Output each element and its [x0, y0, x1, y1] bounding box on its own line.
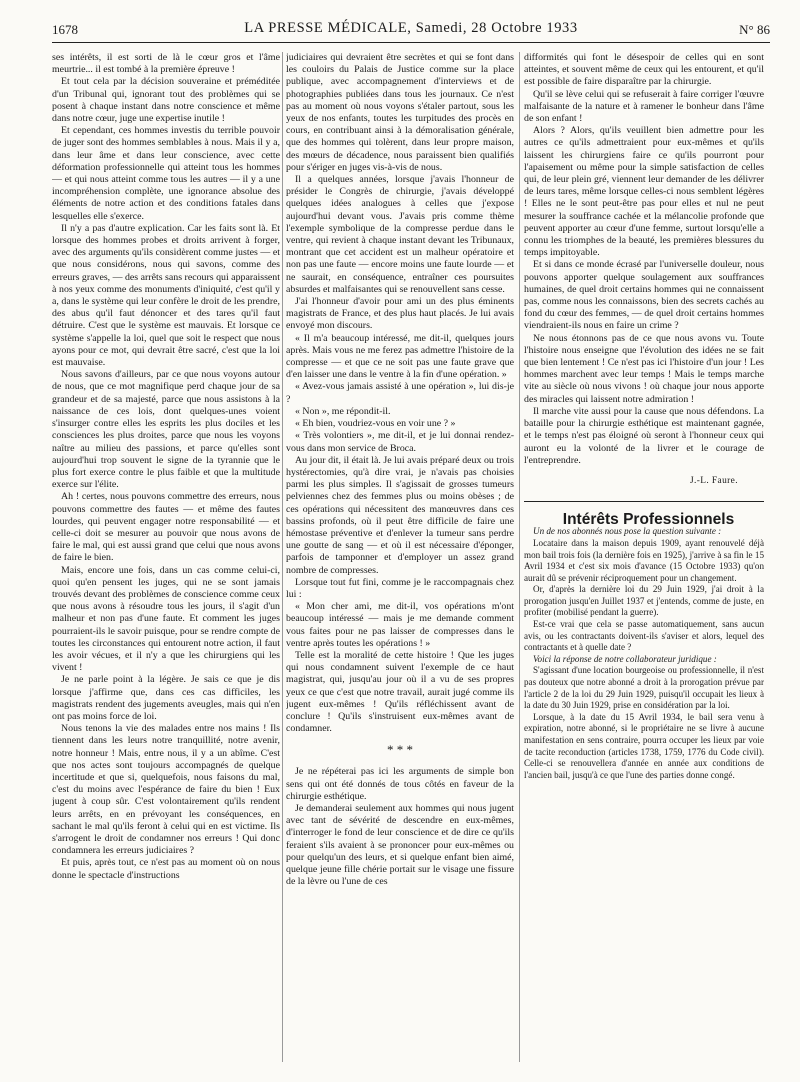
column-2	[286, 52, 514, 1074]
paragraph: Lorsque tout fut fini, comme je le raccompagnais chez lui :	[286, 576, 514, 600]
paragraph: « Mon cher ami, me dit-il, vos opérations m'ont beaucoup intéressé — mais je me demande comment vous faites pour ne pas laisser de compresses dans le ventre après toutes les opérations ! »	[286, 601, 514, 649]
page-number: 1678	[52, 22, 78, 37]
paragraph: Et tout cela par la décision souveraine et préméditée d'un Tribunal qui, ignorant tout des problèmes qui se posent à chaque instant dans notre conscience et même dans notre cœur, juge une expertise inutile !	[52, 76, 280, 125]
paragraph: Et cependant, ces hommes investis du terrible pouvoir de juger sont des hommes semblables à nous. Mais il y a, dans leur âme et dans leur conscience, avec cette déformation professionnelle qui atteint tous les hommes — et qui nous atteint comme tous les autres — il y a une incompréhension complète, une ignorance absolue des éléments de notre action et des conditions fatales dans lesquelles elle s'exerce.	[52, 125, 280, 222]
paragraph: Telle est la moralité de cette histoire ! Que les juges qui nous condamnent suivent l'exemple de ce haut magistrat, qui, jusqu'au jour où il a vu de ses propres yeux ce que c'est que notre travail, aurait jugé comme ils jugent eux-mêmes ! Qu'ils réfléchissent avant de conclure ! Qu'ils s'instruisent eux-mêmes avant de condamner.	[286, 649, 514, 735]
paragraph: « Il m'a beaucoup intéressé, me dit-il, quelques jours après. Mais vous ne me ferez pas admettre l'histoire de la compresse — et que ce ne soit pas une faute grave que d'en laisser une dans le ventre à la fin d'une opération. »	[286, 332, 514, 381]
paragraph: difformités qui font le désespoir de celles qui en sont atteintes, et souvent même de ceux qui les entourent, et qu'il est possible de faire disparaître par la chirurgie.	[524, 52, 764, 88]
section-divider	[524, 501, 764, 502]
paragraph: Il n'y a pas d'autre explication. Car les faits sont là. Et lorsque des hommes probes et droits arrivent à forger, avec des arguments qu'ils considèrent comme justes — et que nous considérons, nous qui savons, comme des erreurs graves, — des arrêts sans recours qui apparaissent à nos yeux comme des monuments d'iniquité, c'est qu'il y a, dans le système qui leur confère le droit de les prendre, des abus qu'il faut dénoncer et des tares qu'il faut détruire. C'est que le système est mauvais. Et lorsque ce système s'appelle la loi, quel que soit le respect que nous ayons pour ce mot, qui devrait être sacré, c'est que la loi est mauvaise.	[52, 222, 280, 369]
column-1	[52, 52, 280, 1074]
paragraph: « Avez-vous jamais assisté à une opération », lui dis-je ?	[286, 381, 514, 405]
column-3	[524, 52, 764, 1074]
section-title: Intérêts Professionnels	[562, 511, 735, 529]
paragraph: Je ne parle point à la légère. Je sais ce que je dis lorsque j'affirme que, dans ces cas difficiles, les magistrats rendent des jugements aveugles, mais qui n'en ont pas moins force de loi.	[52, 674, 280, 722]
paragraph: Je demanderai seulement aux hommes qui nous jugent avec tant de sévérité de descendre en eux-mêmes, d'interroger le fond de leur conscience et de dire ce qu'ils feraient s'ils avaient à se prononcer pour eux-mêmes ou pour quelqu'un des leurs, et si quelque enfant bien aimé, quelque jeune fille chérie portait sur le visage une fissure de la lèvre ou l'une de ces	[286, 802, 514, 888]
paragraph: S'agissant d'une location bourgeoise ou professionnelle, il n'est pas douteux que notre abonné a droit à la prorogation prévue par l'article 2 de la loi du 29 Juin 1929, puisqu'il occupait les lieux à la date du 30 Juin 1929, prise en considération par la loi.	[524, 665, 764, 711]
paragraph: J'ai l'honneur d'avoir pour ami un des plus éminents magistrats de France, et des plus haut placés. Je lui avais envoyé mon discours.	[286, 296, 514, 332]
paragraph: Est-ce vrai que cela se passe automatiquement, sans aucun avis, ou les contractants doivent-ils s'aviser et alors, lequel des contractants et à quelle date ?	[524, 619, 764, 653]
paragraph: Il marche vite aussi pour la cause que nous défendons. La bataille pour la chirurgie esthétique est maintenant gagnée, et le temps n'est pas éloigné où seront à l'honneur ceux qui auront eu la volonté de la livrer et le courage de l'entreprendre.	[524, 405, 764, 466]
paragraph: « Non », me répondit-il.	[295, 405, 391, 417]
issue-number: N° 86	[739, 22, 770, 37]
paragraph: « Eh bien, voudriez-vous en voir une ? »	[295, 418, 456, 430]
paragraph: Il a quelques années, lorsque j'avais l'honneur de présider le Congrès de chirurgie, j'avais développé quelques idées analogues à celles que j'expose aujourd'hui devant vous. J'avais pris comme thème l'exemple symbolique de la compresse perdue dans le ventre, qui revient à chaque instant devant les Tribunaux, montrant que cet accident est un malheur opératoire et non pas une faute — encore moins une faute lourde — et ne saurait, en conséquence, entraîner ces poursuites absurdes et malfaisantes qui se renouvellent sans cesse.	[286, 174, 514, 295]
paragraph: Alors ? Alors, qu'ils veuillent bien admettre pour les autres ce qu'ils admettraient pour eux-mêmes et qu'ils laissent les chirurgiens faire ce qu'ils pourront pour l'apaisement ou même pour la simple satisfaction de celles qui, de leur plein gré, viennent leur demander de les délivrer de leurs tares, même lorsque celles-ci nous semblent légères ! Elles ne le sont peut-être pas pour elles et nul ne peut mesurer la souffrance cachée et la mélancolie profonde que peuvent apporter au cœur d'une femme, surtout lorsqu'elle a connu les triomphes de la beauté, les premières blessures du temps impitoyable.	[524, 125, 764, 259]
paragraph: Nous tenons la vie des malades entre nos mains ! Ils tiennent dans les leurs notre tranquillité, notre avenir, notre honneur ! Mais, entre nous, il y a un abîme. C'est que nos actes sont toujours accompagnés de quelque incertitude et que si, quelquefois, nous faisons du mal, c'est du moins avec l'espérance de faire du bien ! Eux jugent à coup sûr. C'est volontairement qu'ils rendent leurs arrêts, en en prévoyant les conséquences, en sachant le mal qu'ils feront à celui qui en est victime. Ils s'arrogent le droit de condamner nos erreurs ! Qui donc condamnera les erreurs judiciaires ?	[52, 723, 280, 857]
paragraph: judiciaires qui devraient être secrètes et qui se font dans les couloirs du Palais de Justice comme sur la place publique, avec accompagnement d'interviews et de photographies publiées dans tous les journaux. Ce n'est pas au moment où nous voyons s'étaler partout, sous les yeux de nos enfants, toutes les turpitudes des procès en cours, en contribuant ainsi à la démoralisation générale, que des hommes qui tolèrent, dans leur propre maison, des mœurs de décadence, nous paraissent bien qualifiés pour s'ériger en juges vis-à-vis de nous.	[286, 52, 514, 173]
paragraph: Nous savons d'ailleurs, par ce que nous voyons autour de nous, que ce mot magnifique perd chaque jour de sa grandeur et de sa majesté, parce que nous assistons à la naissance de ces lois, dont quelques-unes voient s'insurger contre elles les esprits les plus dociles et les consciences les plus droites, parce que nous les voyons naître au milieu des passions, et parce qu'elles sont aujourd'hui trop souvent le signe de la tyrannie que le plus fort exerce contre le plus faible et que la multitude exerce sur l'élite.	[52, 369, 280, 491]
paragraph: Or, d'après la dernière loi du 29 Juin 1929, j'ai droit à la prorogation jusqu'en Juillet 1937 et j'entends, comme de juste, en profiter (mobilisé pendant la guerre).	[524, 584, 764, 618]
question-intro: Un de nos abonnés nous pose la question suivante :	[533, 526, 722, 537]
paragraph: Au jour dit, il était là. Je lui avais préparé deux ou trois hystérectomies, qu'à dire vrai, je n'avais pas choisies parmi les plus simples. Il s'agissait de grosses tumeurs pelviennes chez des femmes plus ou moins obèses ; de ces opérations qui nécessitent des manœuvres dans ces bassins profonds, où il peut être difficile de faire une hémostase préventive et d'enlever la tumeur sans perdre une goutte de sang — et où il est nécessaire d'éponger, parfois de tamponner et d'employer un assez grand nombre de compresses.	[286, 454, 514, 576]
paragraph: Ah ! certes, nous pouvons commettre des erreurs, nous pouvons commettre des fautes — et même des fautes lourdes, qui peuvent engager notre responsabilité — et celle-ci doit se mesurer au pouvoir que nous avons de faire le mal, qui est aussi grand que celui que nous avons de faire le bien.	[52, 491, 280, 564]
paragraph: Et si dans ce monde écrasé par l'universelle douleur, nous pouvons apporter quelque soulagement aux souffrances humaines, de quel droit certains hommes qui ne connaissent pas, comme nous les connaissons, bien des secrets cachés au fond du cœur des femmes, — de quel droit certains hommes viendraient-ils nous en faire un crime ?	[524, 259, 764, 332]
running-title: LA PRESSE MÉDICALE, Samedi, 28 Octobre 1933	[244, 20, 578, 36]
paragraph: Locataire dans la maison depuis 1909, ayant renouvelé déjà mon bail trois fois (la dernière fois en 1925), j'arrive à sa fin le 15 Avril 1934 et c'est six mois d'avance (15 Octobre 1933) qu'on aurait dû se prévenir réciproquement pour un changement.	[524, 537, 764, 583]
paragraph: Et puis, après tout, ce n'est pas au moment où on nous donne le spectacle d'instructions	[52, 857, 280, 881]
paragraph: Qu'il se lève celui qui se refuserait à faire corriger l'œuvre malfaisante de la nature et à ramener le bonheur dans l'âme de son enfant !	[524, 88, 764, 125]
section-separator-stars: * * *	[387, 742, 413, 758]
paragraph: Je ne répéterai pas ici les arguments de simple bon sens qui ont été donnés de tous côtés en faveur de la chirurgie esthétique.	[286, 766, 514, 802]
paragraph: ses intérêts, il est sorti de là le cœur gros et l'âme meurtrie... il est tombé à la première épreuve !	[52, 52, 280, 76]
paragraph: Lorsque, à la date du 15 Avril 1934, le bail sera venu à expiration, notre abonné, si le propriétaire ne se livre à aucune manifestation en sens contraire, pourra occuper les lieux par voie de tacite reconduction (articles 1738, 1759, 1776 du Code civil). Celle-ci se renouvellera d'année en année aux conditions de l'ancien bail, jusqu'à ce que l'une des parties donne congé.	[524, 711, 764, 780]
page-header	[52, 18, 770, 43]
column-rule	[519, 52, 520, 1062]
paragraph: « Très volontiers », me dit-il, et je lui donnai rendez-vous dans mon service de Broca.	[286, 430, 514, 454]
paragraph: Ne nous étonnons pas de ce que nous avons vu. Toute l'histoire nous enseigne que l'évolution des idées ne se fait que bien lentement ! Ce n'est pas ici l'histoire d'un jour ! Les hommes marchent avec leur temps ! Mais le temps marche vite au siècle où nous vivons ! où chaque jour nous apporte des miracles qui laissent notre admiration !	[524, 332, 764, 405]
paragraph: Mais, encore une fois, dans un cas comme celui-ci, quoi qu'en pensent les juges, qui ne se sont jamais trouvés devant des problèmes de conscience comme ceux que nous avons à résoudre tous les jours, il s'agit d'un malheur et non pas d'une faute. Et comment les juges pourraient-ils le savoir puisque, pour se rendre compte de toutes les circonstances qui entourent notre action, il faut les avoir vécues, et il n'y a que les chirurgiens qui les vivent !	[52, 564, 280, 674]
answer-intro: Voici la réponse de notre collaborateur juridique :	[533, 653, 717, 664]
author-signature: J.-L. Faure.	[689, 475, 738, 486]
column-rule	[282, 52, 283, 1062]
